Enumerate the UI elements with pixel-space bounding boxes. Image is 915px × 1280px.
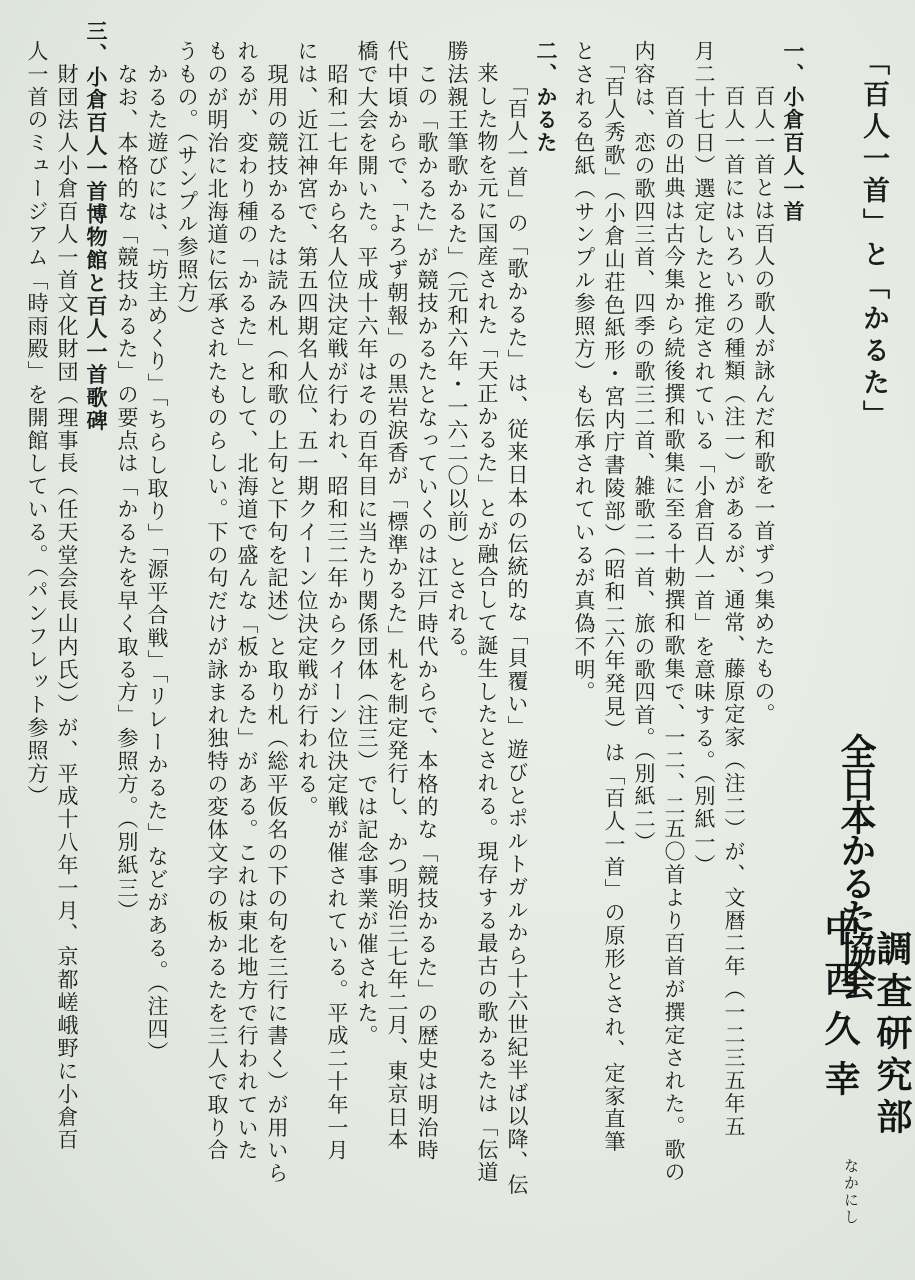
text-line-2: 百人一首にはいろいろの種類（注一）があるが、通常、藤原定家（注二）が、文暦二年（一二三五年五 [722,62,746,1139]
author-department: 調査研究部 [871,930,912,1140]
section-heading-2: 二、かるた [534,40,559,155]
text-line-14: 昭和二七年から名人位決定戦が行われ、昭和三二年からクイーン位決定戦が催されている。平成二十年一月 [325,40,349,1163]
text-line-23: 人一首のミュージアム「時雨殿」を開館している。（パンフレット参照方） [25,40,49,809]
text-line-9: 来した物を元に国産された「天正かるた」とが融合して誕生したとされる。現存する最古の歌かるたは「伝道 [475,62,499,1185]
text-line-16: 現用の競技かるたは読み札（和歌の上句と下句を記述）と取り札（総平仮名の下の句を三行に書く）が用いら [265,40,289,1185]
text-line-1: 百人一首とは百人の歌人が詠んだ和歌を一首ずつ集めたもの。 [752,62,776,727]
author-name-reading: なかにし [842,1158,860,1226]
text-line-8: 「百人一首」の「歌かるた」は、従来日本の伝統的な「貝覆い」遊びとポルトガルから十六世紀半ば以降、伝 [505,62,529,1197]
text-line-22: 財団法人小倉百人一首文化財団（理事長（任天堂会長山内氏））が、平成十八年一月、京都嵯峨野に小倉百 [55,40,79,1152]
text-line-7: とされる色紙（サンプル参照方）も伝承されているが真偽不明。 [572,40,596,705]
text-line-3: 月二十七日）選定したと推定されている「小倉百人一首」を意味する。（別紙一） [692,40,716,877]
section-heading-3: 三、小倉百人一首博物館と百人一首歌碑 [84,20,109,433]
text-line-5: 内容は、恋の歌四三首、四季の歌三二首、雑歌二一首、旅の歌四首。（別紙二） [632,40,656,854]
document-title: 「百人一首」と「かるた」 [858,48,889,432]
text-line-4: 百首の出典は古今集から続後撰和歌集に至る十勅撰和歌集で、一二、二五〇首より百首が撰定された。歌の [662,62,686,1185]
text-line-6: 「百人秀歌」（小倉山荘色紙形・宮内庁書陵部）（昭和二六年発見）は「百人一首」の原形とされ、定家直筆 [602,40,626,1154]
author-organization: 全日本かるた協会 [835,733,876,997]
author-name: 中西久幸 [819,910,860,1110]
text-line-20: かるた遊びには、「坊主めくり」「ちらし取り」「源平合戦」「リレーかるた」などがある。（注四） [145,40,169,1064]
text-line-15: には、近江神宮で、第五四期名人位、五一期クイーン位決定戦が行われる。 [295,40,319,819]
text-line-11: この「歌かるた」が競技かるたとなっていくのは江戸時代からで、本格的な「競技かるた」の歴史は明治時 [415,40,439,1163]
text-line-10: 勝法親王筆歌かるた」（元和六年・一六二〇以前）とされる。 [445,40,469,671]
text-line-19: うもの。（サンプル参照方） [175,40,199,328]
section-heading-1: 一、小倉百人一首 [781,40,806,224]
text-line-13: 橋で大会を開いた。平成十六年はその百年目に当たり関係団体（注三）では記念事業が催された。 [355,40,379,1048]
text-line-12: 代中頃からで、「よろず朝報」の黒岩涙香が「標準かるた」札を制定発行し、かつ明治三七年二月、東京日本 [385,40,409,1152]
text-line-17: れるが、変わり種の「かるた」として、北海道で盛んな「板かるた」がある。これは東北地方で行われていた [235,40,259,1163]
text-line-21: なお、本格的な「競技かるた」の要点は「かるたを早く取る方」参照方。（別紙三） [115,40,139,923]
text-line-18: ものが明治に北海道に伝承されたものらしい。下の句だけが詠まれ独特の変体文字の板かるたを三人で取り合 [205,40,229,1163]
